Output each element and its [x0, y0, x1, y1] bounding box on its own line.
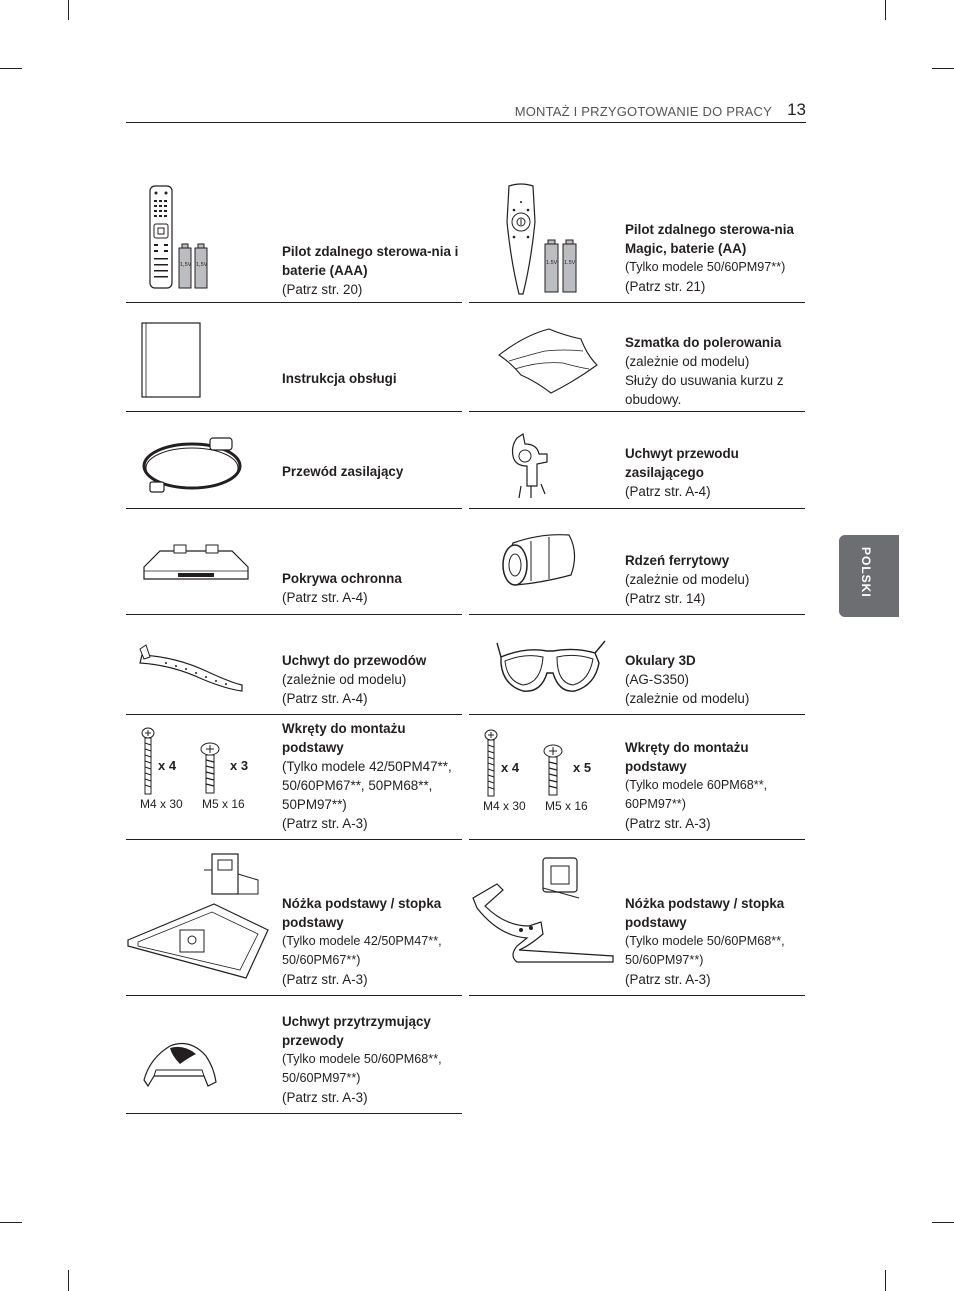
item-cord-holder — [469, 412, 805, 509]
item-manual — [126, 303, 462, 412]
item-text — [282, 369, 462, 388]
item-text — [625, 894, 805, 989]
long-screw-count: x 4 — [501, 760, 520, 775]
item-title: Uchwyt do przewodów — [282, 653, 427, 668]
item-stand-a — [126, 840, 462, 996]
item-note: (Patrz str. A-4) — [282, 590, 368, 605]
language-tab — [839, 535, 899, 617]
item-title: Wkręty do montażu podstawy — [282, 721, 406, 755]
power-cord-icon — [140, 432, 258, 502]
short-screw-icon — [200, 741, 220, 795]
item-text — [282, 719, 462, 833]
cable-holder-icon — [140, 1036, 220, 1092]
item-text — [625, 651, 805, 708]
item-title: Szmatka do polerowania — [625, 335, 782, 350]
item-text — [625, 333, 805, 409]
item-note: (Patrz str. A-4) — [282, 691, 368, 706]
page-header — [126, 100, 806, 123]
item-remote — [126, 176, 462, 303]
item-title: Uchwyt przytrzymujący przewody — [282, 1014, 431, 1048]
item-cable-tie — [126, 615, 462, 715]
item-models: (Tylko modele 42/50PM47**, 50/60PM67**, 50PM68**, 50PM97**) — [282, 759, 452, 812]
item-dependency: (zależnie od modelu) — [625, 691, 750, 706]
remote-icon — [148, 184, 238, 292]
item-title: Nóżka podstawy / stopka podstawy — [282, 896, 442, 930]
magic-remote-icon — [501, 182, 591, 300]
item-note: (Patrz str. A-4) — [625, 484, 711, 499]
long-screw-icon — [140, 727, 156, 797]
item-note: (Patrz str. A-3) — [625, 816, 711, 831]
item-text — [282, 462, 462, 481]
crop-mark — [0, 1222, 22, 1223]
item-models: (Tylko modele 50/60PM97**) — [625, 260, 786, 274]
item-text — [625, 220, 805, 296]
item-holder — [126, 996, 462, 1114]
item-text — [282, 894, 462, 989]
item-power-cord — [126, 412, 462, 509]
item-models: (Tylko modele 50/60PM68**, 50/60PM97**) — [282, 1052, 442, 1085]
item-title: Uchwyt przewodu zasilającego — [625, 446, 739, 480]
item-note: (Patrz str. 20) — [282, 282, 363, 297]
item-cover — [126, 509, 462, 615]
cable-tie-icon — [136, 641, 248, 695]
ferrite-core-icon — [495, 523, 585, 599]
cord-holder-icon — [501, 432, 561, 502]
item-title: Okulary 3D — [625, 653, 696, 668]
item-note: (Patrz str. A-3) — [625, 972, 711, 987]
cover-icon — [140, 539, 252, 589]
item-note: (Patrz str. 21) — [625, 279, 706, 294]
short-screw-label: M5 x 16 — [202, 797, 245, 811]
battery-label: 1.5V — [564, 260, 576, 266]
long-screw-count: x 4 — [158, 758, 177, 773]
long-screw-label: M4 x 30 — [483, 799, 526, 813]
crop-mark — [68, 0, 69, 20]
cloth-icon — [495, 321, 605, 399]
crop-mark — [885, 1270, 886, 1291]
stand-base-icon — [469, 850, 619, 974]
item-title: Nóżka podstawy / stopka podstawy — [625, 896, 785, 930]
item-text — [282, 242, 462, 299]
item-models: (Tylko modele 50/60PM68**, 50/60PM97**) — [625, 934, 785, 967]
item-note: (Patrz str. A-3) — [282, 816, 368, 831]
3d-glasses-icon — [495, 633, 609, 705]
item-text — [282, 569, 462, 607]
item-title: Instrukcja obsługi — [282, 371, 397, 386]
item-text — [282, 1012, 462, 1107]
item-note: (Patrz str. A-3) — [282, 972, 368, 987]
item-note: (Patrz str. 14) — [625, 591, 706, 606]
item-screws-a — [126, 715, 462, 840]
item-title: Pilot zdalnego sterowa-nia i baterie (AAA) — [282, 244, 459, 278]
item-screws-b — [469, 715, 805, 840]
crop-mark — [0, 68, 22, 69]
item-title: Rdzeń ferrytowy — [625, 553, 730, 568]
item-text — [625, 738, 805, 833]
crop-mark — [885, 0, 886, 20]
item-ferrite — [469, 509, 805, 615]
item-magic-remote — [469, 176, 805, 303]
item-title: Przewód zasilający — [282, 464, 404, 479]
item-models: (Tylko modele 42/50PM47**, 50/60PM67**) — [282, 934, 442, 967]
item-text — [282, 651, 462, 708]
item-title: Pilot zdalnego sterowa-nia Magic, baterie (AA) — [625, 222, 794, 256]
battery-label: 1.5V — [546, 260, 558, 266]
item-text — [625, 444, 805, 501]
short-screw-label: M5 x 16 — [545, 799, 588, 813]
short-screw-icon — [543, 743, 563, 797]
language-tab-label: POLSKI — [859, 547, 873, 598]
item-models: (Tylko modele 60PM68**, 60PM97**) — [625, 778, 768, 811]
item-dependency: (zależnie od modelu) — [625, 572, 750, 587]
crop-mark — [932, 68, 954, 69]
item-title: Wkręty do montażu podstawy — [625, 740, 749, 774]
item-cloth — [469, 303, 805, 412]
item-desc: Służy do usuwania kurzu z obudowy. — [625, 373, 784, 407]
item-note: (Patrz str. A-3) — [282, 1090, 368, 1105]
item-title: Pokrywa ochronna — [282, 571, 402, 586]
item-model: (AG-S350) — [625, 672, 689, 687]
long-screw-icon — [483, 729, 499, 799]
battery-label: 1,5V — [180, 262, 192, 268]
crop-mark — [932, 1222, 954, 1223]
stand-base-icon — [126, 850, 272, 986]
long-screw-label: M4 x 30 — [140, 797, 183, 811]
manual-icon — [138, 319, 218, 401]
crop-mark — [68, 1270, 69, 1291]
short-screw-count: x 3 — [230, 758, 249, 773]
item-dependency: (zależnie od modelu) — [282, 672, 407, 687]
item-stand-b — [469, 840, 805, 996]
section-title: MONTAŻ I PRZYGOTOWANIE DO PRACY — [514, 104, 772, 119]
item-text — [625, 551, 805, 608]
page-number: 13 — [787, 100, 806, 119]
item-dependency: (zależnie od modelu) — [625, 354, 750, 369]
battery-label: 1,5V — [196, 262, 208, 268]
short-screw-count: x 5 — [573, 760, 592, 775]
item-glasses — [469, 615, 805, 715]
